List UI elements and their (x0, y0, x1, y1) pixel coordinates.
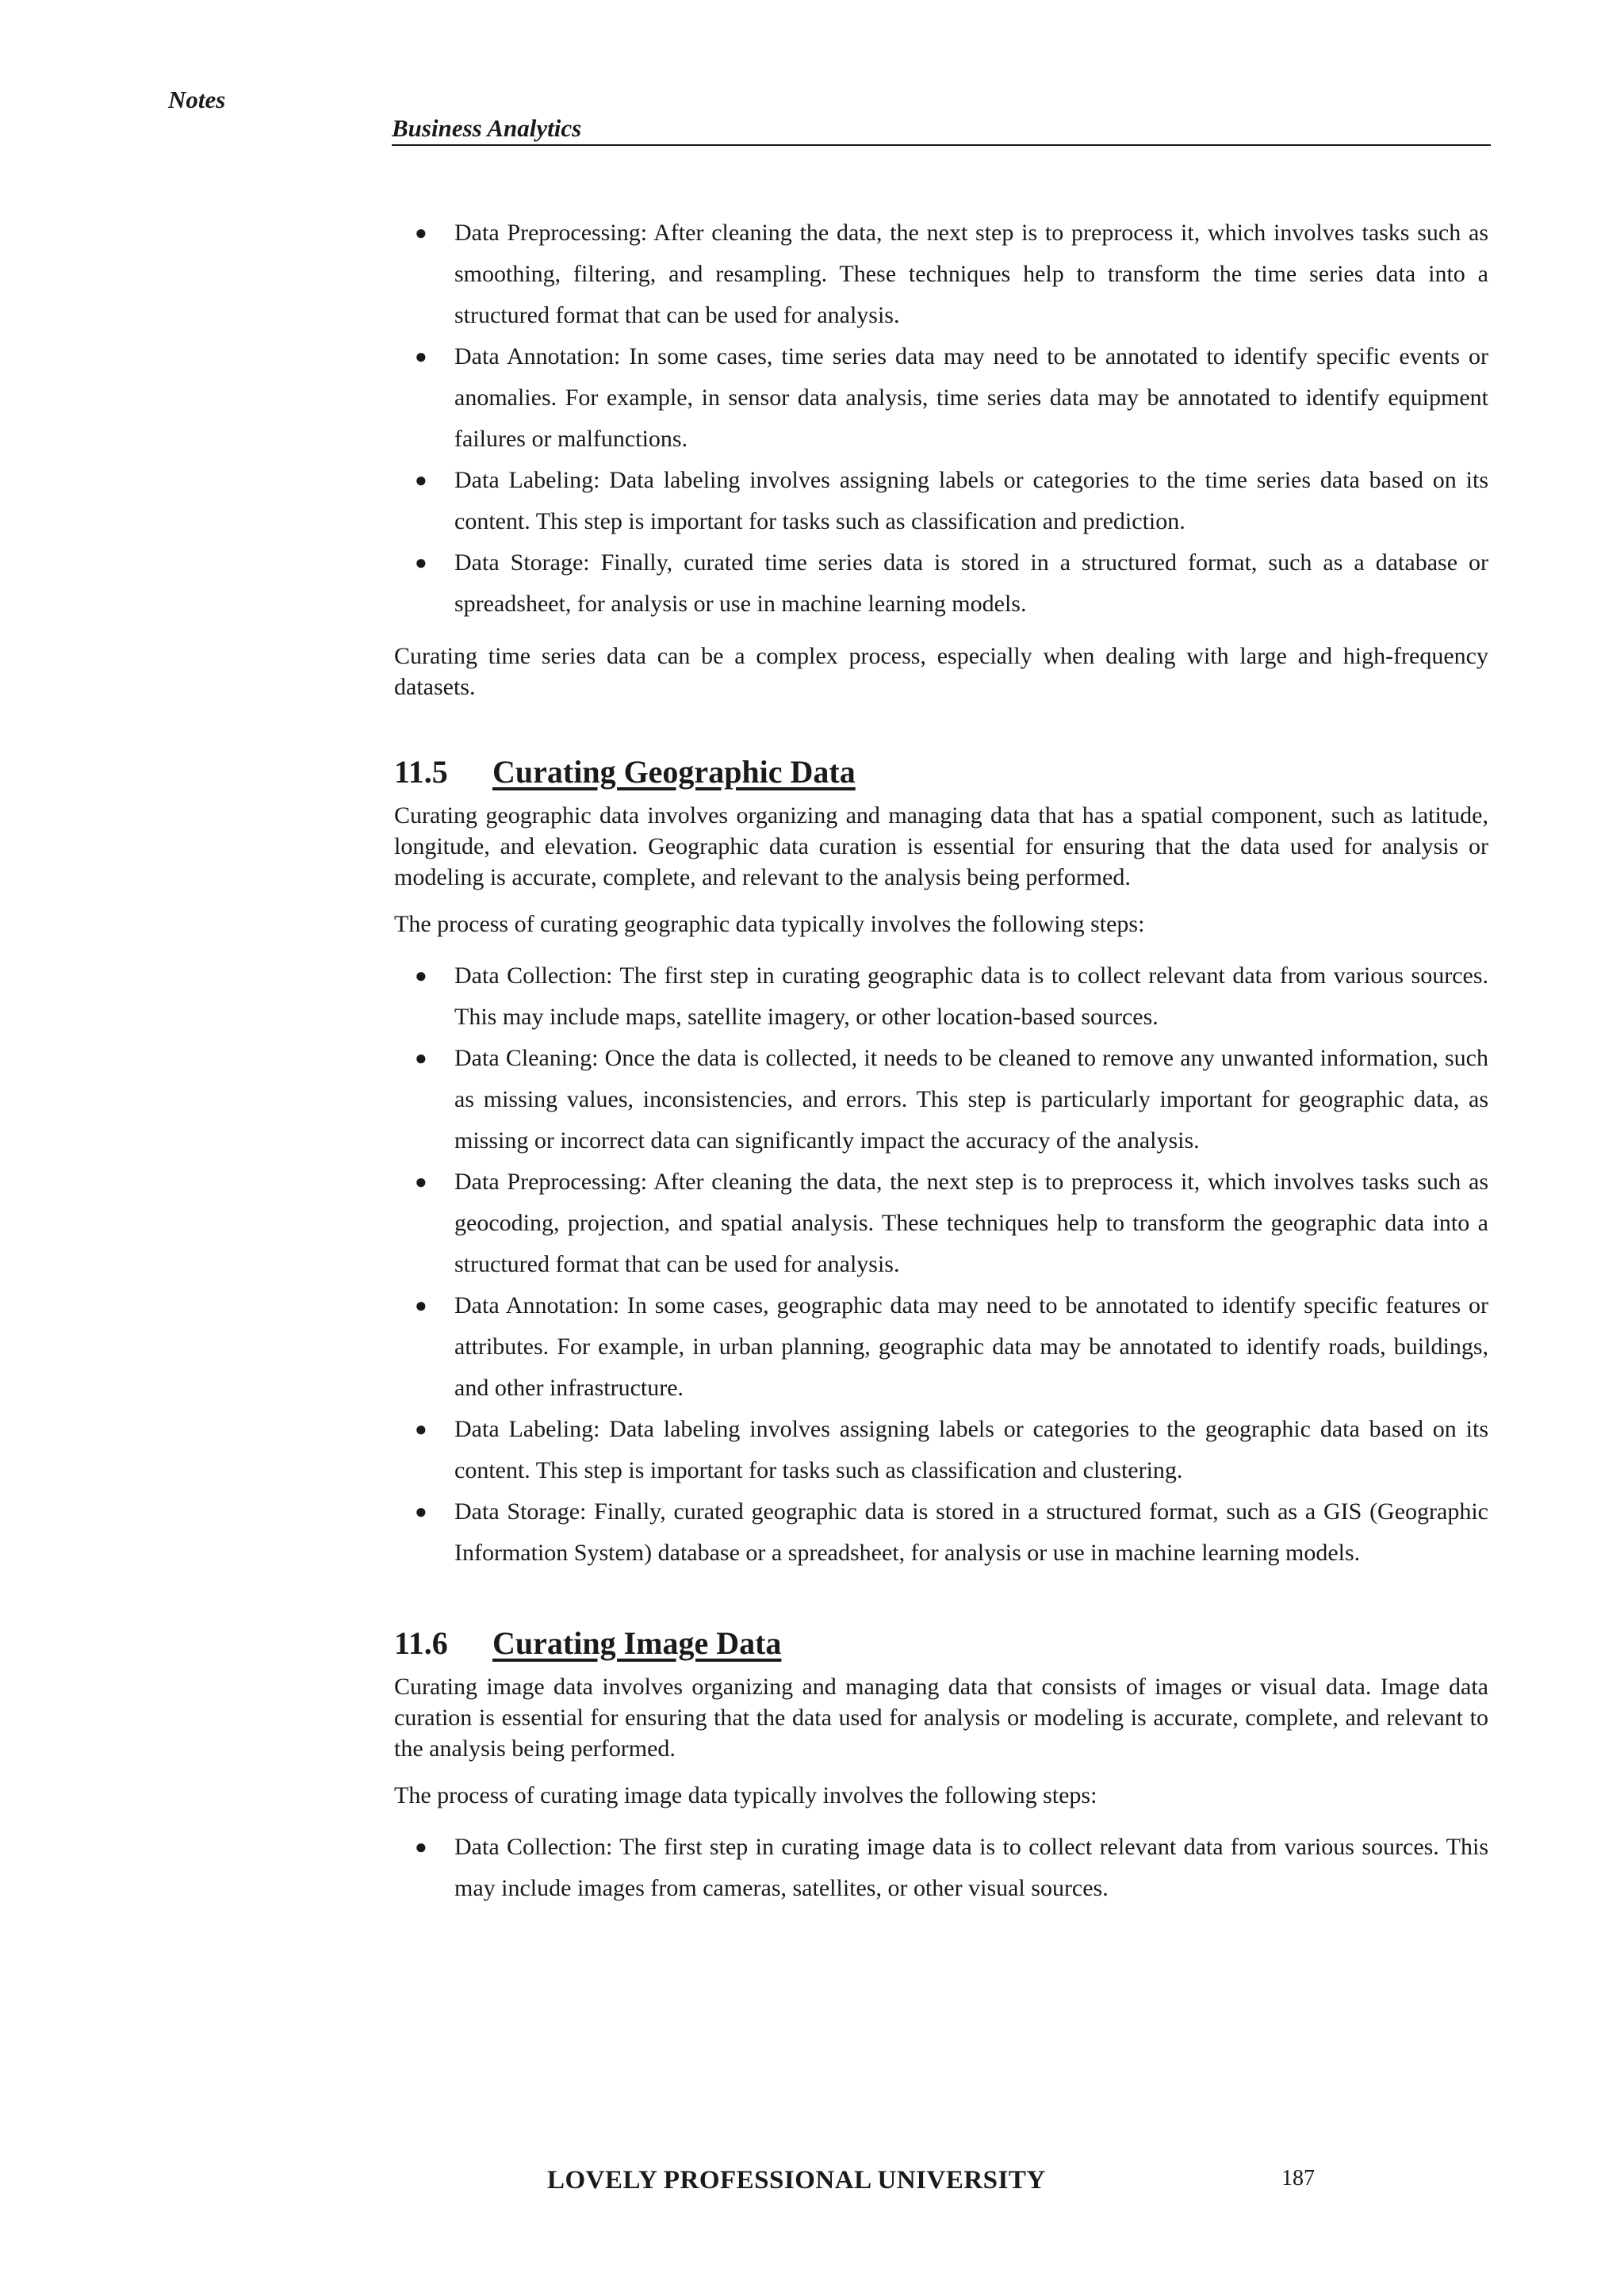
section-title: Curating Geographic Data (492, 754, 856, 790)
section-title: Curating Image Data (492, 1625, 782, 1661)
university-name: LOVELY PROFESSIONAL UNIVERSITY (547, 2166, 1046, 2195)
list-item: ● Data Annotation: In some cases, geographic data may need to be annotated to identify specific features or attributes. For example, in urban planning, geographic data may be annotated to identify roads, buildings, and other infrastructure. (394, 1285, 1488, 1409)
image-steps-list (394, 1827, 1488, 1909)
list-item: ● Data Collection: The first step in curating image data is to collect relevant data from various sources. This may include images from cameras, satellites, or other visual sources. (394, 1827, 1488, 1909)
page-content (394, 212, 1488, 1925)
section-heading-11-5 (394, 754, 1488, 790)
bullet-icon: ● (415, 1170, 427, 1193)
list-item: ● Data Labeling: Data labeling involves assigning labels or categories to the geographic data based on its content. This step is important for tasks such as classification and clustering. (394, 1409, 1488, 1491)
bullet-icon: ● (415, 469, 427, 492)
list-item: ● Data Labeling: Data labeling involves assigning labels or categories to the time series data based on its content. This step is important for tasks such as classification and prediction. (394, 460, 1488, 542)
section-paragraph: The process of curating geographic data typically involves the following steps: (394, 911, 1145, 937)
list-item: ● Data Annotation: In some cases, time series data may need to be annotated to identify specific events or anomalies. For example, in sensor data analysis, time series data may be annotated to identify equipment failures or malfunctions. (394, 336, 1488, 460)
bullet-icon: ● (415, 1418, 427, 1441)
bullet-icon: ● (415, 221, 427, 244)
bullet-icon: ● (415, 1047, 427, 1070)
running-header (392, 114, 1491, 146)
intro-paragraph: Curating time series data can be a complex process, especially when dealing with large and high-frequency datasets. (394, 643, 1488, 700)
list-item: ● Data Preprocessing: After cleaning the data, the next step is to preprocess it, which involves tasks such as smoothing, filtering, and resampling. These techniques help to transform the time series data into a structured format that can be used for analysis. (394, 212, 1488, 336)
section-paragraph: Curating image data involves organizing and managing data that consists of images or visual data. Image data curation is essential for ensuring that the data used for analysis or modeling is accurate, complete, and relevant to the analysis being performed. (394, 1674, 1488, 1762)
notes-margin-label: Notes (168, 86, 226, 113)
section-heading-11-6 (394, 1625, 1488, 1661)
bullet-icon: ● (415, 551, 427, 574)
page-number: 187 (1281, 2166, 1315, 2191)
bullet-icon: ● (415, 964, 427, 987)
list-item: ● Data Preprocessing: After cleaning the data, the next step is to preprocess it, which involves tasks such as geocoding, projection, and spatial analysis. These techniques help to transform the geographic data into a structured format that can be used for analysis. (394, 1161, 1488, 1285)
section-paragraph: The process of curating image data typically involves the following steps: (394, 1782, 1097, 1808)
section-paragraph: Curating geographic data involves organizing and managing data that has a spatial component, such as latitude, longitude, and elevation. Geographic data curation is essential for ensuring that the data used for analysis or modeling is accurate, complete, and relevant to the analysis being performed. (394, 802, 1488, 890)
intro-bullet-list (394, 212, 1488, 625)
bullet-icon: ● (415, 1835, 427, 1858)
list-item: ● Data Storage: Finally, curated time series data is stored in a structured format, such as a database or spreadsheet, for analysis or use in machine learning models. (394, 542, 1488, 625)
bullet-icon: ● (415, 1294, 427, 1317)
section-number: 11.5 (394, 754, 448, 790)
list-item: ● Data Storage: Finally, curated geographic data is stored in a structured format, such as a GIS (Geographic Information System) database or a spreadsheet, for analysis or use in machine learning models. (394, 1491, 1488, 1574)
section-number: 11.6 (394, 1625, 448, 1661)
running-title: Business Analytics (392, 114, 582, 142)
list-item: ● Data Collection: The first step in curating geographic data is to collect relevant data from various sources. This may include maps, satellite imagery, or other location-based sources. (394, 955, 1488, 1038)
list-item: ● Data Cleaning: Once the data is collected, it needs to be cleaned to remove any unwanted information, such as missing values, inconsistencies, and errors. This step is particularly important for geographic data, as missing or incorrect data can significantly impact the accuracy of the analysis. (394, 1038, 1488, 1161)
bullet-icon: ● (415, 345, 427, 368)
geographic-steps-list (394, 955, 1488, 1574)
bullet-icon: ● (415, 1500, 427, 1523)
